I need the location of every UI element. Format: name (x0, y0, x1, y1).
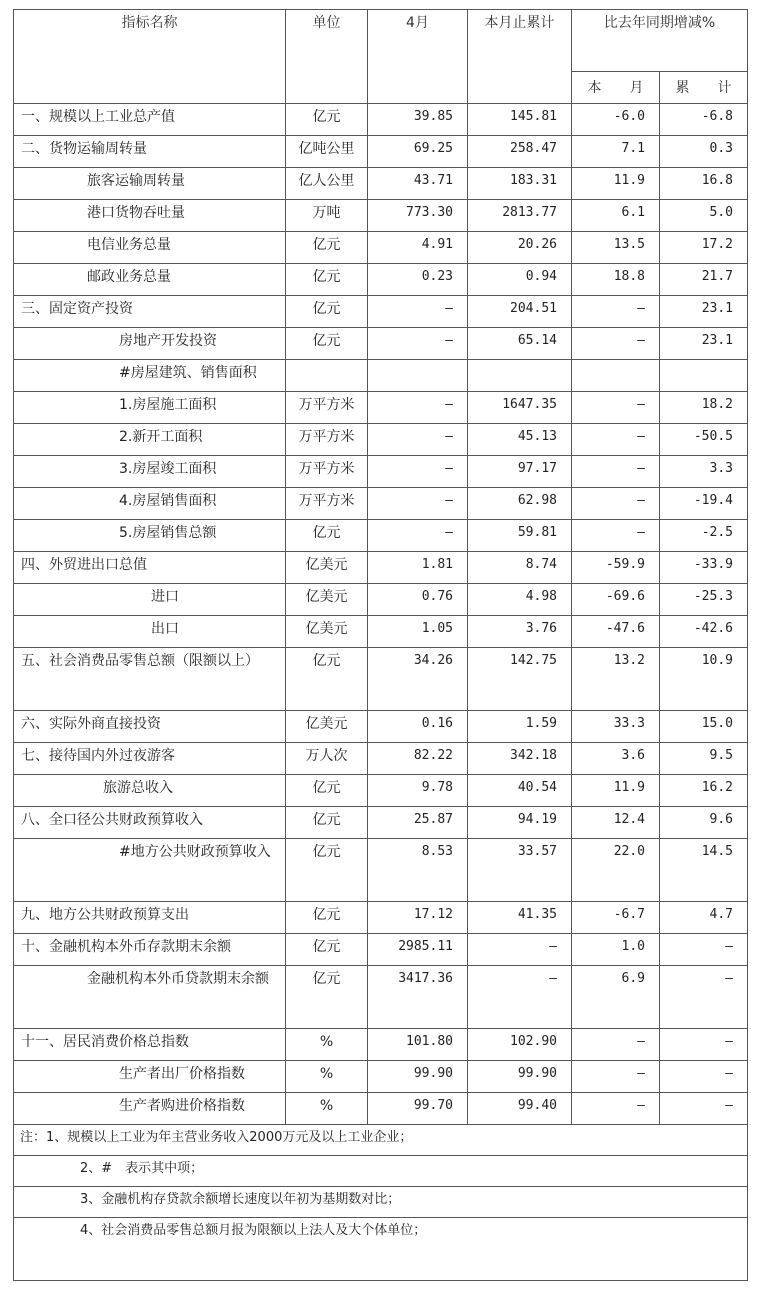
ytd-value: 62.98 (468, 488, 572, 520)
table-row (14, 743, 748, 775)
change-ytd-value: 9.5 (660, 743, 748, 775)
change-ytd-value: 23.1 (660, 296, 748, 328)
change-ytd-value: 18.2 (660, 392, 748, 424)
header-unit: 单位 (286, 10, 368, 104)
change-month-value: 13.5 (572, 232, 660, 264)
table-row (14, 648, 748, 711)
table-row (14, 1029, 748, 1061)
month-value: 8.53 (368, 839, 468, 902)
ytd-value: 142.75 (468, 648, 572, 711)
month-value: — (368, 328, 468, 360)
indicator-name: 5.房屋销售总额 (14, 520, 286, 552)
change-month-value: — (572, 424, 660, 456)
footnote: 2、# 表示其中项； (14, 1156, 748, 1187)
indicator-name: 生产者出厂价格指数 (14, 1061, 286, 1093)
change-ytd-value: 23.1 (660, 328, 748, 360)
month-value: — (368, 456, 468, 488)
ytd-value: 33.57 (468, 839, 572, 902)
change-month-value: — (572, 392, 660, 424)
table-row (14, 520, 748, 552)
indicator-name: 五、社会消费品零售总额（限额以上） (14, 648, 286, 711)
change-month-value: 22.0 (572, 839, 660, 902)
indicator-name: 七、接待国内外过夜游客 (14, 743, 286, 775)
indicator-name: 旅客运输周转量 (14, 168, 286, 200)
unit-cell: 亿元 (286, 232, 368, 264)
table-row (14, 488, 748, 520)
change-ytd-value: 14.5 (660, 839, 748, 902)
change-ytd-value: 4.7 (660, 902, 748, 934)
change-ytd-value: 9.6 (660, 807, 748, 839)
indicator-name: 进口 (14, 584, 286, 616)
month-value: 9.78 (368, 775, 468, 807)
ytd-value: — (468, 966, 572, 1029)
header-change-month: 本 月 (572, 72, 660, 104)
unit-cell: 万吨 (286, 200, 368, 232)
change-ytd-value: -25.3 (660, 584, 748, 616)
indicator-name: 九、地方公共财政预算支出 (14, 902, 286, 934)
indicator-name: 八、全口径公共财政预算收入 (14, 807, 286, 839)
ytd-value: 40.54 (468, 775, 572, 807)
table-row (14, 296, 748, 328)
unit-cell: 亿元 (286, 902, 368, 934)
ytd-value: 65.14 (468, 328, 572, 360)
month-value: 0.16 (368, 711, 468, 743)
change-ytd-value: — (660, 1093, 748, 1125)
table-row (14, 136, 748, 168)
ytd-value: 1647.35 (468, 392, 572, 424)
footnote: 4、社会消费品零售总额月报为限额以上法人及大个体单位； (14, 1218, 748, 1281)
month-value: 43.71 (368, 168, 468, 200)
table-row (14, 616, 748, 648)
ytd-value: 1.59 (468, 711, 572, 743)
unit-cell: 亿元 (286, 807, 368, 839)
change-ytd-value: 5.0 (660, 200, 748, 232)
change-month-value (572, 360, 660, 392)
ytd-value: 3.76 (468, 616, 572, 648)
month-value (368, 360, 468, 392)
indicator-name: 一、规模以上工业总产值 (14, 104, 286, 136)
indicator-name: 出口 (14, 616, 286, 648)
change-ytd-value: 10.9 (660, 648, 748, 711)
table-row (14, 839, 748, 902)
header-change: 比去年同期增减% (572, 10, 748, 72)
month-value: 39.85 (368, 104, 468, 136)
ytd-value: 59.81 (468, 520, 572, 552)
header-month: 4月 (368, 10, 468, 104)
ytd-value: 183.31 (468, 168, 572, 200)
indicator-name: 三、固定资产投资 (14, 296, 286, 328)
unit-cell: 万人次 (286, 743, 368, 775)
table-row (14, 456, 748, 488)
footnote: 注：1、规模以上工业为年主营业务收入2000万元及以上工业企业； (14, 1125, 748, 1156)
change-month-value: — (572, 296, 660, 328)
unit-cell: 万平方米 (286, 424, 368, 456)
change-ytd-value: — (660, 934, 748, 966)
ytd-value: 4.98 (468, 584, 572, 616)
change-month-value: 11.9 (572, 775, 660, 807)
indicator-name: #地方公共财政预算收入 (14, 839, 286, 902)
unit-cell: 亿美元 (286, 711, 368, 743)
ytd-value: 8.74 (468, 552, 572, 584)
change-ytd-value: -50.5 (660, 424, 748, 456)
table-row (14, 264, 748, 296)
change-month-value: — (572, 1061, 660, 1093)
statistics-table (13, 9, 748, 1281)
unit-cell: 亿美元 (286, 616, 368, 648)
table-row (14, 807, 748, 839)
change-ytd-value: 0.3 (660, 136, 748, 168)
ytd-value: 99.40 (468, 1093, 572, 1125)
indicator-name: 港口货物吞吐量 (14, 200, 286, 232)
month-value: 0.23 (368, 264, 468, 296)
table-row (14, 584, 748, 616)
unit-cell: 亿元 (286, 839, 368, 902)
change-month-value: — (572, 328, 660, 360)
month-value: 1.05 (368, 616, 468, 648)
header-change-ytd: 累 计 (660, 72, 748, 104)
change-month-value: 33.3 (572, 711, 660, 743)
month-value: — (368, 424, 468, 456)
indicator-name: #房屋建筑、销售面积 (14, 360, 286, 392)
change-month-value: -69.6 (572, 584, 660, 616)
indicator-name: 邮政业务总量 (14, 264, 286, 296)
header-name: 指标名称 (14, 10, 286, 104)
ytd-value: 41.35 (468, 902, 572, 934)
month-value: 25.87 (368, 807, 468, 839)
unit-cell: 亿元 (286, 775, 368, 807)
change-month-value: 7.1 (572, 136, 660, 168)
ytd-value: 45.13 (468, 424, 572, 456)
change-ytd-value: 21.7 (660, 264, 748, 296)
change-ytd-value (660, 360, 748, 392)
month-value: — (368, 520, 468, 552)
month-value: 101.80 (368, 1029, 468, 1061)
month-value: 2985.11 (368, 934, 468, 966)
change-month-value: — (572, 488, 660, 520)
table-row (14, 934, 748, 966)
indicator-name: 1.房屋施工面积 (14, 392, 286, 424)
unit-cell: 亿元 (286, 296, 368, 328)
ytd-value: 258.47 (468, 136, 572, 168)
indicator-name: 电信业务总量 (14, 232, 286, 264)
month-value: — (368, 488, 468, 520)
indicator-name: 四、外贸进出口总值 (14, 552, 286, 584)
month-value: 1.81 (368, 552, 468, 584)
table-row (14, 552, 748, 584)
ytd-value: 20.26 (468, 232, 572, 264)
change-month-value: -47.6 (572, 616, 660, 648)
month-value: 99.90 (368, 1061, 468, 1093)
table-row (14, 775, 748, 807)
table-row (14, 392, 748, 424)
unit-cell: 亿吨公里 (286, 136, 368, 168)
indicator-name: 六、实际外商直接投资 (14, 711, 286, 743)
table-row (14, 232, 748, 264)
change-month-value: 18.8 (572, 264, 660, 296)
ytd-value: 102.90 (468, 1029, 572, 1061)
table-row (14, 711, 748, 743)
header-ytd: 本月止累计 (468, 10, 572, 104)
change-ytd-value: 17.2 (660, 232, 748, 264)
change-ytd-value: 15.0 (660, 711, 748, 743)
indicator-name: 十一、居民消费价格总指数 (14, 1029, 286, 1061)
unit-cell: 亿人公里 (286, 168, 368, 200)
unit-cell (286, 360, 368, 392)
month-value: — (368, 296, 468, 328)
unit-cell: 亿元 (286, 934, 368, 966)
note-row (14, 1187, 748, 1218)
table-row (14, 168, 748, 200)
month-value: 773.30 (368, 200, 468, 232)
month-value: 99.70 (368, 1093, 468, 1125)
ytd-value: 97.17 (468, 456, 572, 488)
table-row (14, 1061, 748, 1093)
change-ytd-value: -2.5 (660, 520, 748, 552)
ytd-value: — (468, 934, 572, 966)
unit-cell: 亿元 (286, 104, 368, 136)
change-month-value: 3.6 (572, 743, 660, 775)
change-month-value: 1.0 (572, 934, 660, 966)
ytd-value (468, 360, 572, 392)
change-month-value: 6.9 (572, 966, 660, 1029)
unit-cell: % (286, 1093, 368, 1125)
unit-cell: 亿元 (286, 328, 368, 360)
ytd-value: 99.90 (468, 1061, 572, 1093)
ytd-value: 2813.77 (468, 200, 572, 232)
change-month-value: 12.4 (572, 807, 660, 839)
change-month-value: — (572, 520, 660, 552)
ytd-value: 94.19 (468, 807, 572, 839)
change-month-value: — (572, 1029, 660, 1061)
table-row (14, 966, 748, 1029)
ytd-value: 145.81 (468, 104, 572, 136)
month-value: — (368, 392, 468, 424)
indicator-name: 十、金融机构本外币存款期末余额 (14, 934, 286, 966)
month-value: 82.22 (368, 743, 468, 775)
table-row (14, 424, 748, 456)
unit-cell: 亿美元 (286, 552, 368, 584)
table-row (14, 328, 748, 360)
unit-cell: % (286, 1029, 368, 1061)
unit-cell: 亿元 (286, 648, 368, 711)
indicator-name: 二、货物运输周转量 (14, 136, 286, 168)
unit-cell: % (286, 1061, 368, 1093)
ytd-value: 342.18 (468, 743, 572, 775)
indicator-name: 4.房屋销售面积 (14, 488, 286, 520)
unit-cell: 亿元 (286, 520, 368, 552)
indicator-name: 房地产开发投资 (14, 328, 286, 360)
change-month-value: — (572, 456, 660, 488)
unit-cell: 万平方米 (286, 488, 368, 520)
change-month-value: -6.7 (572, 902, 660, 934)
change-month-value: — (572, 1093, 660, 1125)
change-ytd-value: 16.8 (660, 168, 748, 200)
table-row (14, 360, 748, 392)
ytd-value: 0.94 (468, 264, 572, 296)
change-ytd-value: — (660, 1029, 748, 1061)
indicator-name: 2.新开工面积 (14, 424, 286, 456)
unit-cell: 万平方米 (286, 456, 368, 488)
month-value: 17.12 (368, 902, 468, 934)
table-row (14, 902, 748, 934)
table-row (14, 200, 748, 232)
change-ytd-value: — (660, 1061, 748, 1093)
indicator-name: 生产者购进价格指数 (14, 1093, 286, 1125)
change-ytd-value: 3.3 (660, 456, 748, 488)
month-value: 3417.36 (368, 966, 468, 1029)
change-month-value: -6.0 (572, 104, 660, 136)
change-ytd-value: -42.6 (660, 616, 748, 648)
change-ytd-value: -6.8 (660, 104, 748, 136)
indicator-name: 金融机构本外币贷款期末余额 (14, 966, 286, 1029)
change-month-value: 13.2 (572, 648, 660, 711)
unit-cell: 亿元 (286, 264, 368, 296)
unit-cell: 亿美元 (286, 584, 368, 616)
table-row (14, 1093, 748, 1125)
note-row (14, 1125, 748, 1156)
indicator-name: 旅游总收入 (14, 775, 286, 807)
change-ytd-value: -19.4 (660, 488, 748, 520)
month-value: 0.76 (368, 584, 468, 616)
change-ytd-value: — (660, 966, 748, 1029)
change-ytd-value: -33.9 (660, 552, 748, 584)
table-row (14, 104, 748, 136)
month-value: 4.91 (368, 232, 468, 264)
month-value: 69.25 (368, 136, 468, 168)
unit-cell: 亿元 (286, 966, 368, 1029)
change-month-value: 6.1 (572, 200, 660, 232)
note-row (14, 1156, 748, 1187)
month-value: 34.26 (368, 648, 468, 711)
note-row (14, 1218, 748, 1281)
ytd-value: 204.51 (468, 296, 572, 328)
unit-cell: 万平方米 (286, 392, 368, 424)
footnote: 3、金融机构存贷款余额增长速度以年初为基期数对比； (14, 1187, 748, 1218)
indicator-name: 3.房屋竣工面积 (14, 456, 286, 488)
change-month-value: -59.9 (572, 552, 660, 584)
change-month-value: 11.9 (572, 168, 660, 200)
change-ytd-value: 16.2 (660, 775, 748, 807)
